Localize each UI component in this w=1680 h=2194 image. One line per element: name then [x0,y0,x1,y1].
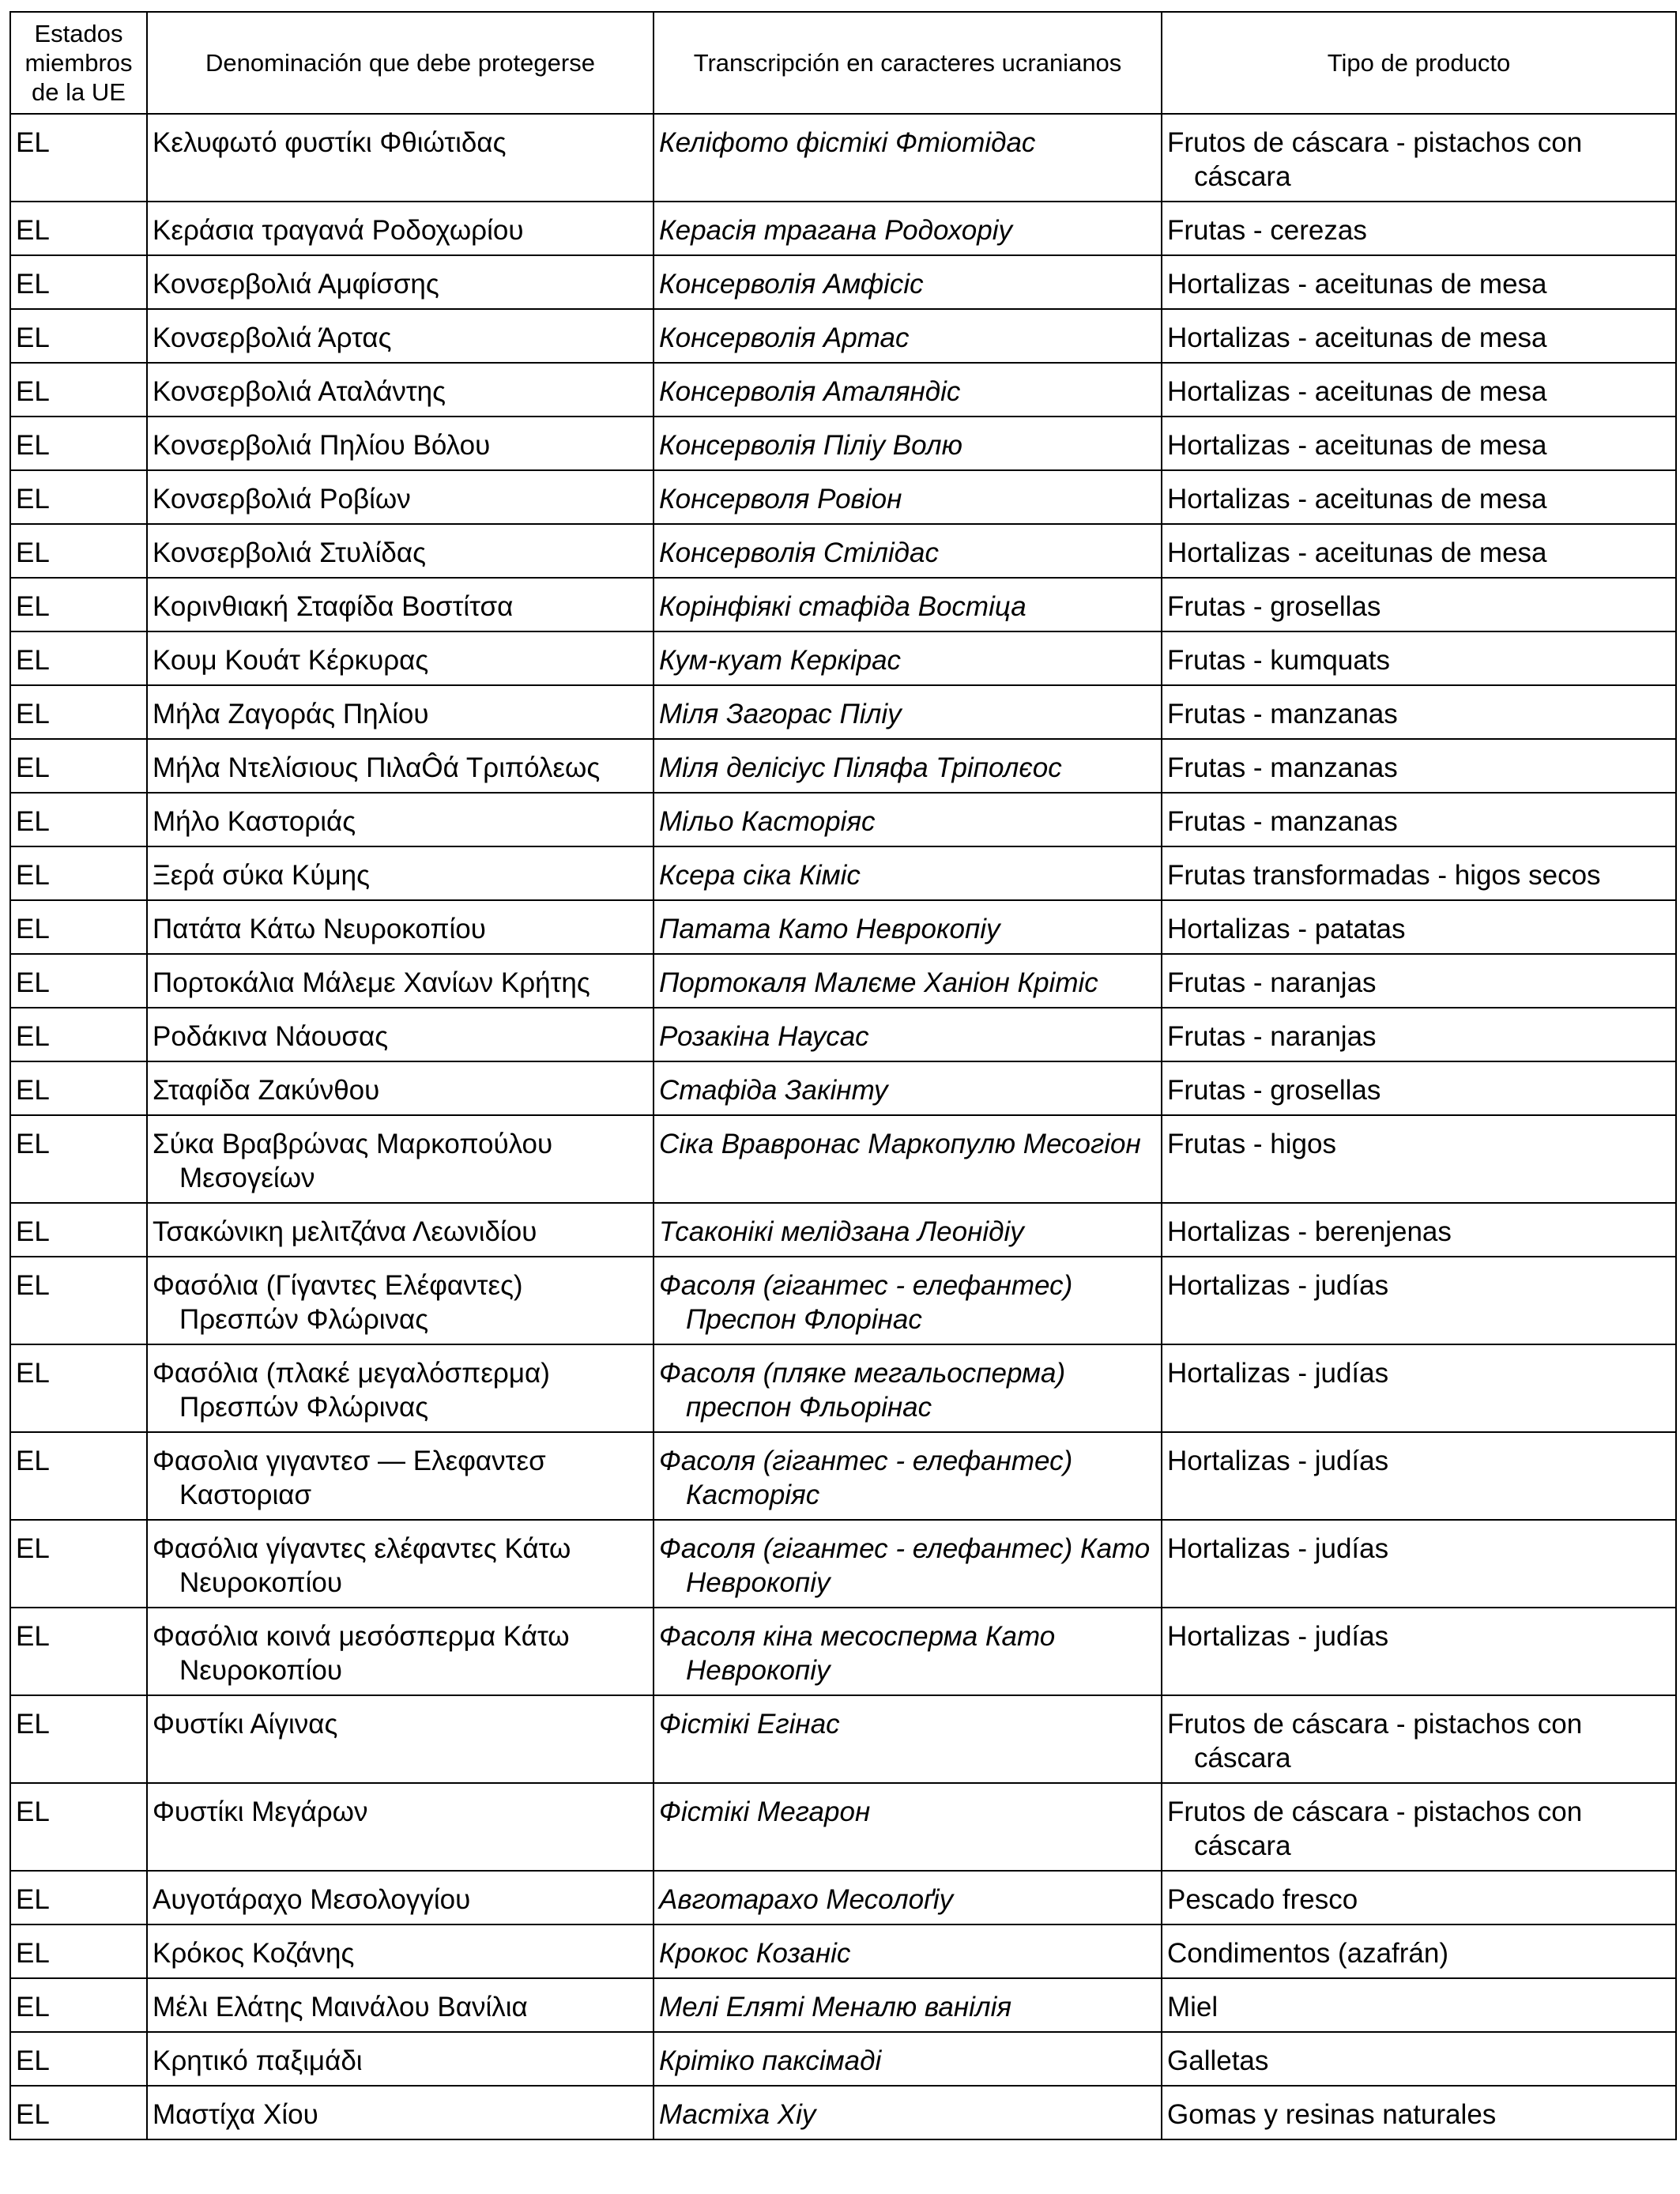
cell-protected-name-text: Ροδάκινα Νάουσας [153,1021,389,1052]
cell-member-state-text: EL [16,1075,50,1106]
cell-ukrainian-transcription-text: Консерволія Артас [659,322,910,353]
cell-member-state [10,900,147,954]
cell-protected-name [147,685,654,739]
cell-protected-name [147,1061,654,1115]
cell-ukrainian-transcription [654,363,1162,417]
cell-ukrainian-transcription-text: Келіфото фістікі Фтіотідас [659,127,1036,158]
cell-product-type-text: Hortalizas - judías [1167,1621,1389,1652]
table-row [10,524,1676,578]
cell-member-state [10,1432,147,1520]
cell-protected-name-text: Φασόλια γίγαντες ελέφαντες Κάτω Νευροκοπίου [153,1533,571,1598]
cell-ukrainian-transcription-text: Корінфіякі стафіда Востіца [659,591,1026,622]
table-row [10,954,1676,1008]
table-row [10,1520,1676,1608]
cell-protected-name [147,631,654,685]
cell-product-type-text: Hortalizas - patatas [1167,914,1406,944]
cell-protected-name-text: Φυστίκι Αίγινας [153,1709,338,1740]
cell-ukrainian-transcription [654,1608,1162,1695]
cell-product-type-text: Frutas - kumquats [1167,645,1391,676]
cell-protected-name-text: Μήλα Ζαγοράς Πηλίου [153,699,429,729]
cell-product-type [1162,1520,1676,1608]
cell-ukrainian-transcription-text: Міля Загорас Пілiу [659,699,902,729]
cell-protected-name-text: Πορτοκάλια Μάλεμε Χανίων Κρήτης [153,967,590,998]
cell-member-state-text: EL [16,484,50,515]
cell-ukrainian-transcription-text: Консерволія Пілiу Волю [659,430,962,461]
cell-member-state-text: EL [16,127,50,158]
cell-ukrainian-transcription [654,1520,1162,1608]
cell-product-type [1162,1257,1676,1344]
cell-protected-name [147,1203,654,1257]
table-row [10,631,1676,685]
cell-ukrainian-transcription-text: Патата Като Неврокопіу [659,914,1000,944]
cell-member-state [10,309,147,363]
cell-member-state [10,1115,147,1203]
cell-protected-name-text: Κονσερβολιά Αταλάντης [153,376,446,407]
cell-ukrainian-transcription [654,1061,1162,1115]
cell-ukrainian-transcription [654,954,1162,1008]
cell-ukrainian-transcription-text: Консерволія Амфісіс [659,269,924,300]
cell-protected-name [147,2086,654,2139]
cell-protected-name [147,309,654,363]
cell-ukrainian-transcription-text: Сіка Вравронас Маркопулю Месогіон [659,1129,1141,1159]
cell-protected-name-text: Κονσερβολιά Πηλίου Βόλου [153,430,491,461]
cell-member-state [10,1344,147,1432]
cell-protected-name [147,1115,654,1203]
cell-member-state-text: EL [16,1709,50,1740]
cell-member-state [10,1520,147,1608]
cell-protected-name-text: Σταφίδα Ζακύνθου [153,1075,380,1106]
table-row [10,470,1676,524]
cell-member-state-text: EL [16,269,50,300]
cell-product-type [1162,900,1676,954]
cell-product-type-text: Frutas - cerezas [1167,215,1367,246]
cell-member-state [10,202,147,255]
cell-product-type-text: Hortalizas - judías [1167,1533,1389,1564]
cell-ukrainian-transcription-text: Мелі Еляті Меналю ванілія [659,1992,1012,2022]
table-row [10,1978,1676,2032]
cell-member-state [10,954,147,1008]
header-ukrainian-transcription: Transcripción en caracteres ucranianos [654,12,1162,114]
cell-ukrainian-transcription [654,1871,1162,1924]
cell-ukrainian-transcription-text: Фасоля (гігантес - елефантес) Като Неврокопіу [659,1533,1151,1598]
cell-member-state-text: EL [16,376,50,407]
table-row [10,2086,1676,2139]
table-row [10,1115,1676,1203]
cell-ukrainian-transcription-text: Міля делісіус Піляфа Тріполєос [659,752,1062,783]
cell-product-type-text: Hortalizas - berenjenas [1167,1216,1452,1247]
cell-protected-name-text: Ξερά σύκα Κύμης [153,860,370,891]
cell-ukrainian-transcription [654,255,1162,309]
cell-ukrainian-transcription-text: Кум-куат Керкірас [659,645,902,676]
cell-member-state-text: EL [16,2099,50,2130]
cell-product-type-text: Frutos de cáscara - pistachos con cáscara [1167,1709,1583,1774]
cell-product-type-text: Miel [1167,1992,1219,2022]
cell-protected-name-text: Κονσερβολιά Ροβίων [153,484,411,515]
cell-ukrainian-transcription [654,524,1162,578]
cell-member-state [10,2032,147,2086]
cell-protected-name [147,417,654,470]
cell-product-type-text: Frutas - manzanas [1167,752,1398,783]
cell-protected-name-text: Κουμ Κουάτ Κέρκυρας [153,645,429,676]
cell-ukrainian-transcription-text: Фасоля (гігантес - елефантес) Преспон Флорінас [659,1270,1073,1335]
table-row [10,739,1676,793]
cell-protected-name-text: Κρητικό παξιμάδι [153,2045,363,2076]
cell-member-state [10,1695,147,1783]
cell-member-state-text: EL [16,1216,50,1247]
cell-protected-name [147,739,654,793]
cell-ukrainian-transcription [654,2032,1162,2086]
cell-product-type-text: Hortalizas - judías [1167,1446,1389,1476]
cell-product-type [1162,578,1676,631]
cell-ukrainian-transcription [654,309,1162,363]
cell-member-state-text: EL [16,645,50,676]
cell-protected-name [147,1344,654,1432]
cell-protected-name-text: Μήλα Ντελίσιους ΠιλαÔά Τριπόλεως [153,752,601,783]
table-row [10,309,1676,363]
table-row [10,1695,1676,1783]
cell-ukrainian-transcription-text: Авготарахо Месолоґіу [659,1884,954,1915]
cell-protected-name [147,793,654,846]
cell-ukrainian-transcription [654,470,1162,524]
cell-protected-name-text: Φασόλια κοινά μεσόσπερμα Κάτω Νευροκοπίου [153,1621,570,1686]
cell-product-type-text: Frutas - manzanas [1167,806,1398,837]
cell-member-state [10,255,147,309]
cell-product-type [1162,363,1676,417]
cell-product-type [1162,114,1676,202]
cell-member-state-text: EL [16,1938,50,1969]
cell-product-type-text: Frutas - grosellas [1167,1075,1381,1106]
cell-protected-name-text: Σύκα Βραβρώνας Μαρκοπούλου Μεσογείων [153,1129,553,1193]
cell-member-state-text: EL [16,1021,50,1052]
cell-member-state-text: EL [16,1992,50,2022]
header-member-state: Estados miembros de la UE [10,12,147,114]
cell-ukrainian-transcription-text: Мастіха Хіу [659,2099,816,2130]
cell-member-state [10,578,147,631]
cell-product-type [1162,1871,1676,1924]
cell-protected-name [147,2032,654,2086]
table-row [10,2032,1676,2086]
cell-product-type [1162,1115,1676,1203]
cell-protected-name [147,578,654,631]
cell-product-type [1162,255,1676,309]
cell-member-state-text: EL [16,860,50,891]
cell-product-type [1162,1008,1676,1061]
cell-protected-name-text: Κορινθιακή Σταφίδα Βοστίτσα [153,591,514,622]
cell-protected-name-text: Αυγοτάραχο Μεσολογγίου [153,1884,471,1915]
cell-protected-name-text: Μέλι Ελάτης Μαινάλου Βανίλια [153,1992,528,2022]
cell-protected-name [147,470,654,524]
cell-product-type [1162,954,1676,1008]
cell-protected-name [147,846,654,900]
table-row [10,1203,1676,1257]
table-row [10,1008,1676,1061]
cell-protected-name [147,1257,654,1344]
cell-product-type [1162,1432,1676,1520]
table-row [10,417,1676,470]
cell-protected-name [147,255,654,309]
cell-member-state [10,114,147,202]
cell-member-state-text: EL [16,699,50,729]
table-row [10,685,1676,739]
cell-member-state-text: EL [16,1129,50,1159]
table-row [10,1432,1676,1520]
cell-protected-name-text: Κονσερβολιά Αμφίσσης [153,269,439,300]
cell-ukrainian-transcription [654,1203,1162,1257]
cell-product-type [1162,309,1676,363]
cell-member-state-text: EL [16,967,50,998]
header-protected-name: Denominación que debe protegerse [147,12,654,114]
cell-ukrainian-transcription [654,793,1162,846]
cell-product-type [1162,524,1676,578]
cell-member-state-text: EL [16,2045,50,2076]
table-body [10,114,1676,2139]
cell-ukrainian-transcription [654,1115,1162,1203]
cell-member-state [10,1783,147,1871]
cell-protected-name-text: Κεράσια τραγανά Ροδοχωρίου [153,215,524,246]
cell-ukrainian-transcription-text: Крітіко паксімаді [659,2045,882,2076]
cell-member-state [10,685,147,739]
cell-member-state-text: EL [16,1533,50,1564]
cell-ukrainian-transcription [654,1257,1162,1344]
cell-member-state [10,1061,147,1115]
cell-protected-name-text: Τσακώνικη μελιτζάνα Λεωνιδίου [153,1216,537,1247]
cell-ukrainian-transcription-text: Тсаконікі мелідзана Леонідіу [659,1216,1024,1247]
cell-product-type-text: Hortalizas - aceitunas de mesa [1167,430,1547,461]
cell-member-state [10,1608,147,1695]
cell-protected-name-text: Κονσερβολιά Στυλίδας [153,537,426,568]
cell-ukrainian-transcription [654,2086,1162,2139]
cell-ukrainian-transcription-text: Портокаля Малєме Ханіон Крітіс [659,967,1098,998]
cell-member-state-text: EL [16,1621,50,1652]
table-row [10,1783,1676,1871]
cell-ukrainian-transcription [654,1924,1162,1978]
cell-protected-name [147,1783,654,1871]
table-row [10,1344,1676,1432]
cell-protected-name [147,1008,654,1061]
cell-ukrainian-transcription-text: Фасоля (гігантес - елефантес) Касторіяс [659,1446,1073,1510]
cell-ukrainian-transcription-text: Крокос Козаніс [659,1938,851,1969]
cell-member-state [10,1871,147,1924]
cell-ukrainian-transcription-text: Керасія трагана Родохоріу [659,215,1012,246]
cell-product-type-text: Hortalizas - aceitunas de mesa [1167,322,1547,353]
cell-product-type [1162,793,1676,846]
cell-member-state-text: EL [16,322,50,353]
cell-product-type [1162,1978,1676,2032]
cell-product-type-text: Hortalizas - judías [1167,1358,1389,1389]
cell-ukrainian-transcription-text: Консерволя Ровіон [659,484,902,515]
cell-member-state [10,470,147,524]
cell-member-state-text: EL [16,215,50,246]
cell-member-state [10,524,147,578]
cell-product-type [1162,1344,1676,1432]
cell-product-type-text: Frutas - naranjas [1167,1021,1377,1052]
cell-member-state [10,1978,147,2032]
cell-protected-name-text: Κονσερβολιά Άρτας [153,322,392,353]
table-row [10,1257,1676,1344]
cell-ukrainian-transcription [654,1978,1162,2032]
cell-protected-name [147,1924,654,1978]
table-row [10,1608,1676,1695]
cell-protected-name [147,114,654,202]
cell-protected-name-text: Φασόλια (Γίγαντες Ελέφαντες) Πρεσπών Φλώρινας [153,1270,523,1335]
table-row [10,202,1676,255]
cell-member-state [10,631,147,685]
cell-ukrainian-transcription-text: Консерволія Стілідас [659,537,939,568]
table-row [10,1924,1676,1978]
cell-protected-name [147,1978,654,2032]
table-row [10,1871,1676,1924]
cell-product-type [1162,2032,1676,2086]
cell-ukrainian-transcription-text: Ксера сіка Кіміс [659,860,861,891]
cell-product-type-text: Condimentos (azafrán) [1167,1938,1448,1969]
cell-product-type [1162,202,1676,255]
cell-ukrainian-transcription [654,1008,1162,1061]
cell-product-type [1162,1203,1676,1257]
cell-product-type-text: Pescado fresco [1167,1884,1358,1915]
cell-ukrainian-transcription-text: Консерволія Аталяндіс [659,376,961,407]
cell-ukrainian-transcription [654,1344,1162,1432]
cell-member-state [10,417,147,470]
table-row [10,1061,1676,1115]
cell-member-state-text: EL [16,1270,50,1301]
cell-protected-name [147,1695,654,1783]
cell-protected-name-text: Κελυφωτό φυστίκι Φθιώτιδας [153,127,507,158]
cell-member-state-text: EL [16,752,50,783]
table-row [10,900,1676,954]
cell-product-type-text: Frutos de cáscara - pistachos con cáscara [1167,1796,1583,1861]
cell-protected-name [147,1871,654,1924]
cell-member-state [10,2086,147,2139]
cell-member-state-text: EL [16,1796,50,1827]
cell-ukrainian-transcription [654,202,1162,255]
cell-protected-name-text: Φυστίκι Μεγάρων [153,1796,368,1827]
cell-product-type-text: Hortalizas - aceitunas de mesa [1167,537,1547,568]
cell-ukrainian-transcription [654,846,1162,900]
cell-ukrainian-transcription [654,631,1162,685]
cell-member-state [10,1203,147,1257]
cell-member-state-text: EL [16,914,50,944]
cell-product-type-text: Hortalizas - judías [1167,1270,1389,1301]
cell-member-state [10,1924,147,1978]
cell-product-type-text: Frutos de cáscara - pistachos con cáscara [1167,127,1583,192]
cell-protected-name [147,954,654,1008]
cell-member-state [10,793,147,846]
cell-protected-name-text: Μαστίχα Χίου [153,2099,318,2130]
cell-product-type [1162,1695,1676,1783]
cell-product-type [1162,2086,1676,2139]
cell-product-type-text: Galletas [1167,2045,1269,2076]
cell-product-type-text: Frutas - manzanas [1167,699,1398,729]
cell-member-state-text: EL [16,1358,50,1389]
cell-product-type-text: Hortalizas - aceitunas de mesa [1167,484,1547,515]
cell-member-state-text: EL [16,537,50,568]
cell-ukrainian-transcription-text: Фістікі Егінас [659,1709,840,1740]
cell-ukrainian-transcription [654,739,1162,793]
cell-ukrainian-transcription-text: Мільо Касторіяс [659,806,876,837]
cell-member-state [10,1008,147,1061]
table-row [10,793,1676,846]
cell-member-state [10,1257,147,1344]
cell-product-type-text: Gomas y resinas naturales [1167,2099,1497,2130]
cell-protected-name-text: Φασόλια (πλακέ μεγαλόσπερμα) Πρεσπών Φλώρινας [153,1358,550,1423]
pdo-table [9,11,1677,2140]
table-row [10,255,1676,309]
cell-member-state [10,739,147,793]
cell-protected-name-text: Κρόκος Κοζάνης [153,1938,355,1969]
cell-ukrainian-transcription [654,417,1162,470]
cell-ukrainian-transcription [654,1695,1162,1783]
table-row [10,578,1676,631]
cell-member-state [10,846,147,900]
cell-product-type-text: Hortalizas - aceitunas de mesa [1167,269,1547,300]
cell-product-type [1162,1608,1676,1695]
cell-member-state-text: EL [16,806,50,837]
cell-ukrainian-transcription-text: Фасоля кіна месосперма Като Неврокопіу [659,1621,1056,1686]
cell-protected-name-text: Φασολια γιγαντεσ — Ελεφαντεσ Καστοριασ [153,1446,546,1510]
cell-ukrainian-transcription-text: Стафіда Закінту [659,1075,888,1106]
cell-ukrainian-transcription [654,1432,1162,1520]
cell-protected-name-text: Μήλο Καστοριάς [153,806,356,837]
cell-member-state-text: EL [16,430,50,461]
cell-protected-name [147,1608,654,1695]
cell-ukrainian-transcription-text: Фістікі Мегарон [659,1796,871,1827]
cell-product-type [1162,1783,1676,1871]
cell-member-state-text: EL [16,1446,50,1476]
cell-protected-name [147,202,654,255]
cell-product-type-text: Frutas - higos [1167,1129,1336,1159]
cell-ukrainian-transcription [654,578,1162,631]
cell-protected-name [147,524,654,578]
cell-ukrainian-transcription [654,1783,1162,1871]
cell-member-state-text: EL [16,1884,50,1915]
cell-protected-name [147,900,654,954]
cell-product-type [1162,739,1676,793]
cell-member-state [10,363,147,417]
cell-ukrainian-transcription-text: Фасоля (пляке мегальосперма) преспон Фльорінас [659,1358,1066,1423]
cell-product-type [1162,846,1676,900]
table-header-row [10,12,1676,114]
cell-member-state-text: EL [16,591,50,622]
cell-ukrainian-transcription-text: Розакіна Наусас [659,1021,869,1052]
table-row [10,114,1676,202]
cell-product-type [1162,631,1676,685]
cell-product-type [1162,685,1676,739]
cell-protected-name [147,363,654,417]
cell-protected-name [147,1432,654,1520]
cell-product-type-text: Hortalizas - aceitunas de mesa [1167,376,1547,407]
cell-protected-name-text: Πατάτα Κάτω Νευροκοπίου [153,914,486,944]
cell-ukrainian-transcription [654,114,1162,202]
cell-product-type-text: Frutas - naranjas [1167,967,1377,998]
table-row [10,846,1676,900]
cell-product-type-text: Frutas - grosellas [1167,591,1381,622]
cell-ukrainian-transcription [654,900,1162,954]
cell-protected-name [147,1520,654,1608]
cell-product-type [1162,1924,1676,1978]
header-product-type: Tipo de producto [1162,12,1676,114]
cell-ukrainian-transcription [654,685,1162,739]
cell-product-type [1162,1061,1676,1115]
cell-product-type [1162,470,1676,524]
table-row [10,363,1676,417]
cell-product-type-text: Frutas transformadas - higos secos [1167,860,1601,891]
cell-product-type [1162,417,1676,470]
